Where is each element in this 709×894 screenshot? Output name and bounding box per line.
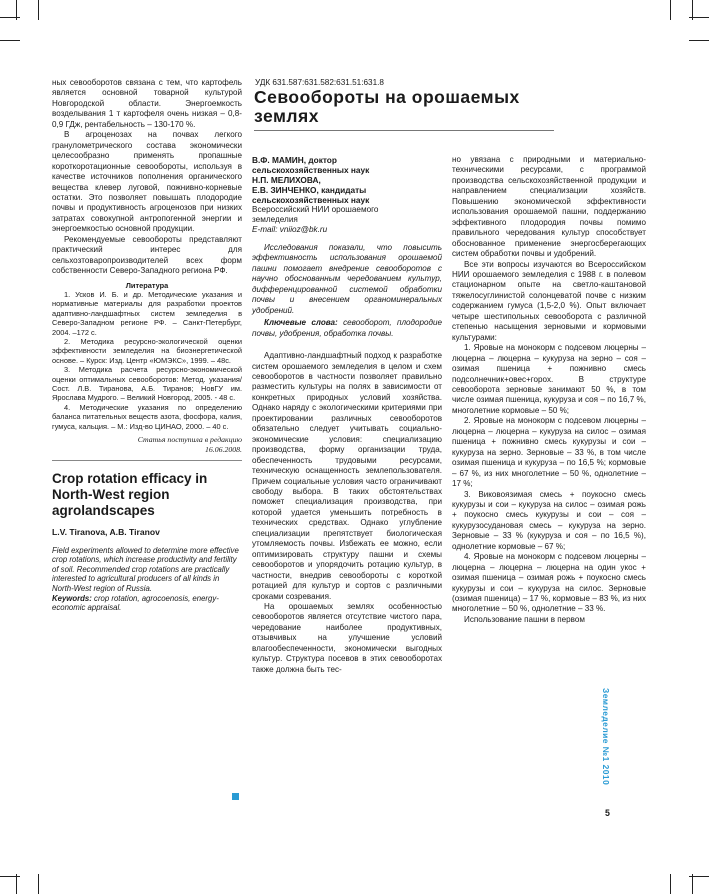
journal-label: Земледелие №1 2010 <box>601 688 611 786</box>
author-line: В.Ф. МАМИН, доктор <box>252 155 337 165</box>
section-divider <box>52 460 242 461</box>
left-column <box>52 78 242 613</box>
received-value: 16.06.2008. <box>204 444 242 454</box>
english-keywords-label: Keywords: <box>52 593 92 603</box>
crop-mark <box>16 874 17 894</box>
crop-mark <box>689 17 709 18</box>
reference-item: 4. Методические указания по определению баланса питательных веществ азота, фосфора, калия, гумуса, кальция. – М.: Изд-во ЦИНАО, 2000. – 40 с. <box>52 402 242 431</box>
crop-mark <box>0 876 20 877</box>
body-paragraph: 4. Яровые на монокорм с подсевом люцерны – люцерна – люцерна – люцерна на один укос + озимая пшеница – озимая рожь + поукосно смесь кукурузы и сои – кукуруза на силос. Зерновые (озимая пшеница) – 17 %, кормовые – 83 %, из них многолетние – 50 %, однолетние – 33 %. <box>452 552 646 614</box>
body-paragraph: Рекомендуемые севообороты представляют практический интерес для сельхозтоваропроизводителей всех форм собственности Северо-Западного региона РФ. <box>52 234 242 276</box>
right-column <box>452 155 646 625</box>
middle-column <box>252 155 442 675</box>
end-mark-square <box>232 793 239 800</box>
crop-mark <box>670 0 671 20</box>
english-abstract: Field experiments allowed to determine more effective crop rotations, which increase productivity and fertility of soil. Recommended crop rotations are practically interested to agricultural producers of all kinds in North-West region of Russia. <box>52 545 239 593</box>
body-paragraph: 2. Яровые на монокорм с подсевом люцерны – люцерна – люцерна – кукуруза на силос – озимая пшеница + пожнивно смесь кукурузы и сои – кукуруза на зерно. Зерновые – 33 %, в том числе озимая пшеница и кукуруза – по 16,5 %; кормовые – 67 %, из них многолетние – 50 %, однолетние – 17 %; <box>452 416 646 489</box>
body-paragraph: В агроценозах на почвах легкого гранулометрического состава экономически целесообразно применять пропашные короткоротационные севообороты, используя в качестве источников пополнения органического вещества клевер луговой, пожнивно-корневые остатки. Это позволяет повышать плодородие почвы и продуктивность агроценозов при низких затратах совокупной антропогенной энергии и энергоемкостью основной продукции. <box>52 130 242 234</box>
author-email: E-mail: vniioz@bk.ru <box>252 225 328 234</box>
crop-mark <box>692 874 693 894</box>
body-paragraph: 3. Виковоязимая смесь + поукосно смесь кукурузы и сои – кукуруза на силос – озимая рожь + поукосно смесь кукурузы и сои – соя – кукурузосудановая смесь – кукуруза на зерно. Зерновые – 33 % (кукуруза и соя – по 16,5 %), однолетние кормовые – 67 %; <box>452 489 646 551</box>
received-label: Статья поступила в редакцию <box>137 435 242 445</box>
author-line: сельскохозяйственных наук <box>252 165 370 175</box>
page-number: 5 <box>605 808 610 818</box>
crop-mark <box>38 874 39 894</box>
article-title: Севообороты на орошаемых землях <box>254 87 520 126</box>
crop-mark <box>0 40 20 41</box>
crop-mark <box>689 40 709 41</box>
institution: Всероссийский НИИ орошаемого <box>252 205 379 214</box>
body-paragraph: но увязана с природными и материально-техническими ресурсами, с программой производства сельскохозяйственной продукции и направлением специализации хозяйств. Повышению экономической эффективности использования орошаемой пашни, поддержанию эффективного плодородия почвы помимо правильного чередования культур способствует обоснованное применение энергосберегающих систем обработки почвы и удобрений. <box>452 155 646 259</box>
author-line: Е.В. ЗИНЧЕНКО, кандидаты <box>252 185 367 195</box>
english-title: Crop rotation efficacy in North-West region agrolandscapes <box>52 471 208 519</box>
body-paragraph: ных севооборотов связана с тем, что картофель является основной товарной культурой Новгородской области. Энергоемкость возделывания 1 т картофеля очень низкая – 0,8-0,9 ГДж, рентабельность – 130-170 %. <box>52 78 242 129</box>
author-line: сельскохозяйственных наук <box>252 195 370 205</box>
reference-item: 1. Усков И. Б. и др. Методические указания и нормативные материалы для разработки проектов адаптивно-ландшафтных систем земледелия в Северо-Западном регионе РФ. – Санкт-Петербург, 2004. –172 с. <box>52 290 242 337</box>
references-title: Литература <box>125 280 169 290</box>
body-paragraph: Все эти вопросы изучаются во Всероссийском НИИ орошаемого земледелия с 1988 г. в полевом стационарном опыте на светло-каштановой тяжелосуглинистой солонцеватой почве с низким содержанием гумуса (1,5-2,0 %). Опыт включает четыре шестипольных севооборота с различной степенью насыщения зерновыми и кормовыми культурами: <box>452 259 646 342</box>
author-line: Н.П. МЕЛИХОВА, <box>252 175 321 185</box>
keywords-label: Ключевые слова: <box>264 318 338 328</box>
institution: земледелия <box>252 215 298 224</box>
received-date <box>52 435 242 454</box>
keywords-text: севооборот, плодородие почвы, удобрения, обработка почвы. <box>252 318 443 338</box>
english-authors: L.V. Tiranova, A.B. Tiranov <box>52 527 160 538</box>
crop-mark <box>670 874 671 894</box>
title-divider <box>254 130 554 131</box>
body-paragraph: Использование пашни в первом <box>464 614 585 624</box>
reference-item: 3. Методика расчета ресурсно-экономической оценки оптимальных севооборотов: Метод. указания/Сост. Л.В. Тиранова, А.Б. Тиранов; НовГУ им. Ярослава Мудрого. – Великий Новгород, 2005. - 48 с. <box>52 365 242 403</box>
english-keywords-text: crop rotation, agrocoenosis, energy-economic appraisal. <box>52 593 219 613</box>
body-paragraph: На орошаемых землях особенностью севооборотов является отсутствие чистого пара, чередование наиболее продуктивных, отзывчивых на улучшение условий влагообеспеченности, экономически выгодных культур. Структура посевов в этих севооборотах также должна быть тес- <box>252 601 442 674</box>
keywords <box>252 318 442 339</box>
crop-mark <box>38 0 39 20</box>
references <box>52 281 242 432</box>
reference-item: 2. Методика ресурсно-экологической оценки эффективности земледелия на биоэнергетической основе. – Курск: Изд. Центр «ЮМЭКС», 1999. – 48с. <box>52 337 242 365</box>
crop-mark <box>689 876 709 877</box>
body-paragraph: 1. Яровые на монокорм с подсевом люцерны – люцерна – люцерна – кукуруза на зерно – соя – озимая пшеница + пожнивно смесь подсолнечник+овес+горох. В структуре севооборота зерновые занимают 50 %, в том числе озимая пшеница, кукуруза и соя – по 16,7 %, многолетние кормовые – 50 %; <box>452 343 646 415</box>
english-keywords <box>52 594 242 613</box>
body-paragraph: Адаптивно-ландшафтный подход к разработке систем орошаемого земледелия в целом и схем севооборотов в частности позволяет правильно разместить культуры на полях в зависимости от конкретных природных условий хозяйства. Однако наряду с экологическими критериями при проектировании различных севооборотов обязательно следует учитывать социально-экономические условия: специализацию производства, форму организации труда, обеспеченность трудовыми ресурсами, техническую оснащенность землепользователя. Причем социальные условия часто ограничивают свободу выбора. В таких обстоятельствах поможет специализация производства, при которой удается уменьшить потребность в технических средствах. Однако углубление специализации препятствует биологическая утомляемость почвы. Избежать ее можно, если оптимизировать структуру пашни и схемы севооборотов и упорядочить ротацию культур, в частности, внедрив севообороты с короткой ротацией для культур и сортов с различными сроками созревания. <box>252 351 442 601</box>
crop-mark <box>0 17 20 18</box>
abstract: Исследования показали, что повысить эффективность использования орошаемой пашни помогает внедрение севооборотов с научно обоснованным чередованием культур, дифференцированной системой обработки почвы и внесением органоминеральных удобрений. <box>252 243 442 315</box>
udc-code: УДК 631.587:631.582:631.51:631.8 <box>255 78 384 87</box>
